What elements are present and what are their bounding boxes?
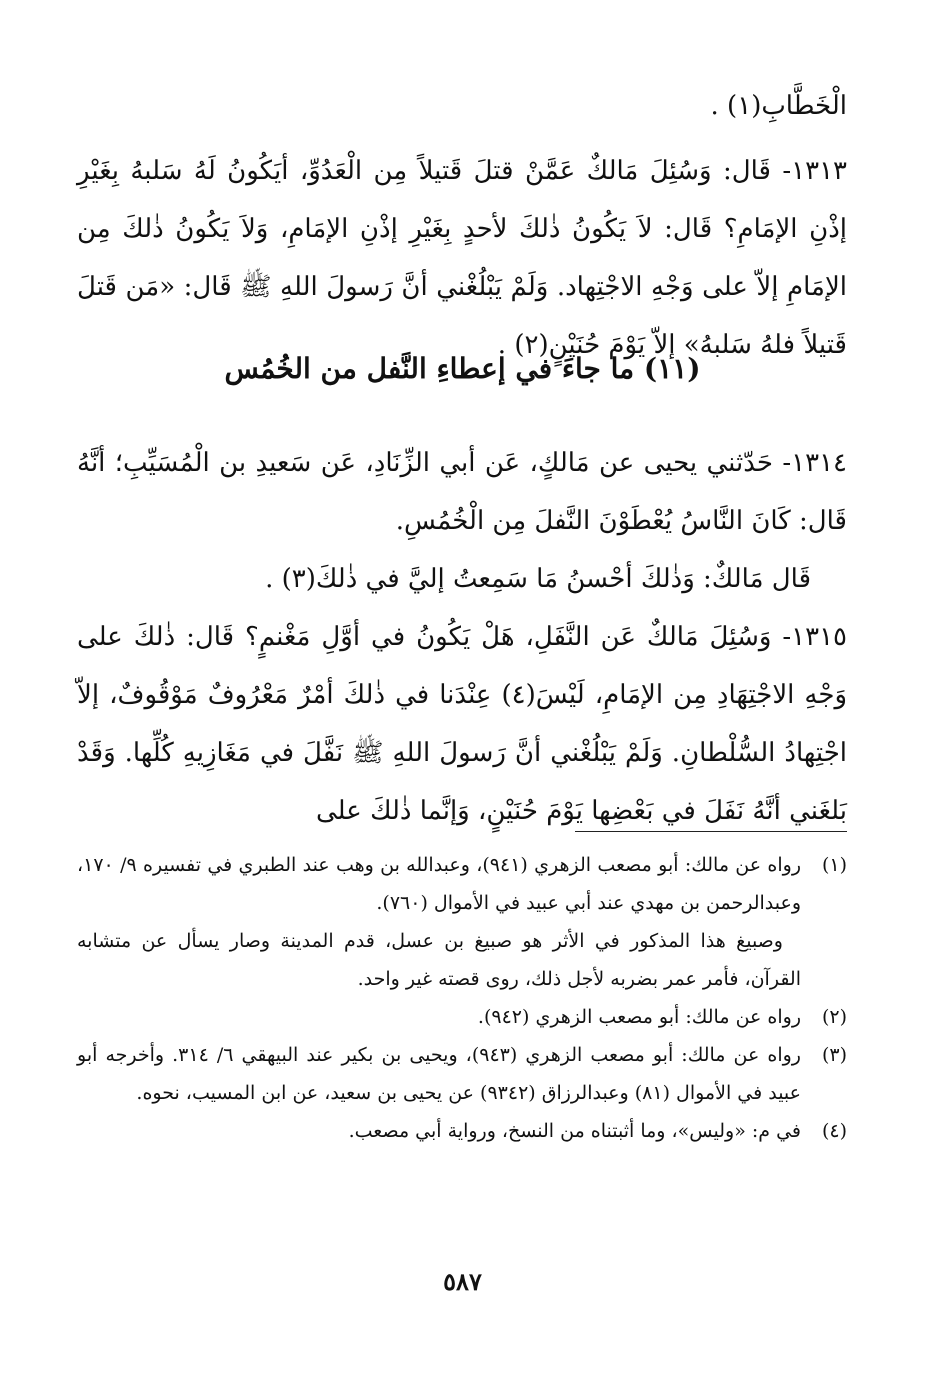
footnote-number: (٤) (821, 1120, 847, 1142)
footnote-text: رواه عن مالك: أبو مصعب الزهري (٩٤٣)، ويحيى بن بكير عند البيهقي ٦/ ٣١٤. وأخرجه أبو عبيد في الأموال (٨١) وعبدالرزاق (٩٣٤٢) عن يحيى بن سعيد، عن ابن المسيب، نحوه. (77, 1044, 801, 1104)
footnote-number: (٢) (821, 1006, 847, 1028)
footnote-number: (٣) (821, 1044, 847, 1066)
footnote-number: (١) (821, 854, 847, 876)
footnote-text: رواه عن مالك: أبو مصعب الزهري (٩٤٢). (477, 1006, 801, 1028)
page-number: ٥٨٧ (443, 1267, 482, 1296)
footnote-3 (77, 1036, 847, 1112)
paragraph-1313: ١٣١٣- قَال: وَسُئِلَ مَالكٌ عَمَّنْ قتلَ قَتيلاً مِن الْعَدُوِّ، أيَكُونُ لَهُ سَلبهُ بِغَيْرِ إذْنِ الإمَامِ؟ قَال: لاَ يَكُونُ ذٰلكَ لأحدٍ بِغَيْرِ إذْنِ الإمَامِ، وَلاَ يَكُونُ ذٰلكَ مِن الإمَامِ إلاّ على وَجْهِ الاجْتِهاد. وَلَمْ يَبْلُغْني أنَّ رَسولَ اللهِ ﷺ قَال: «مَن قَتلَ قَتيلاً فلهُ سَلبهُ» إلاّ يَوْمَ حُنَيْنٍ(٢) . (77, 156, 847, 360)
footnote-1 (77, 846, 847, 922)
continuation-line: الْخَطَّابِ(١) . (710, 91, 847, 121)
footnote-separator (575, 831, 847, 832)
footnote-2 (77, 998, 847, 1036)
footnote-text: في م: «وليس»، وما أثبتناه من النسخ، ورواية أبي مصعب. (348, 1120, 801, 1142)
footnotes (77, 846, 847, 1150)
paragraph-1314: ١٣١٤- حَدّثني يحيى عن مَالكٍ، عَن أبي الزِّنَادِ، عَن سَعيدِ بن الْمُسَيِّبِ؛ أنَّهُ قَال: كَانَ النَّاسُ يُعْطَوْنَ النَّفلَ مِن الْخُمُسِ. (77, 448, 847, 536)
paragraph-1314-malik: قَال مَالكٌ: وَذٰلكَ أحْسنُ مَا سَمِعتُ إليَّ في ذٰلكَ(٣) . (265, 564, 811, 594)
footnote-text: رواه عن مالك: أبو مصعب الزهري (٩٤١)، وعبدالله بن وهب عند الطبري في تفسيره ٩/ ١٧٠، وعبدالرحمن بن مهدي عند أبي عبيد في الأموال (٧٦٠). (77, 854, 801, 914)
paragraph-1315: ١٣١٥- وَسُئِلَ مَالكٌ عَن النَّفَلِ، هَلْ يَكُونُ في أوَّلِ مَغْنمٍ؟ قَال: ذٰلكَ على وَجْهِ الاجْتِهَادِ مِن الإمَامِ، لَيْسَ(٤) عِنْدَنا في ذٰلكَ أمْرٌ مَعْرُوفٌ مَوْقُوفٌ، إلاّ اجْتِهادُ السُّلْطانِ. وَلَمْ يَبْلُغْني أنَّ رَسولَ اللهِ ﷺ نَفَّلَ في مَغَازِيهِ كُلِّها. وَقَدْ بَلغَني أنَّهُ نَفَلَ في بَعْضِها يَوْمَ حُنَيْنٍ، وَإنَّما ذٰلكَ على (77, 622, 847, 826)
footnote-1-extra: وصبيغ هذا المذكور في الأثر هو صبيغ بن عسل، قدم المدينة وصار يسأل عن متشابه القرآن، فأمر عمر بضربه لأجل ذلك، روى قصته غير واحد. (77, 930, 801, 990)
section-heading: (١١) ما جاءَ في إعطاءِ النَّفل من الخُمُس (224, 352, 701, 385)
footnote-4 (77, 1112, 847, 1150)
